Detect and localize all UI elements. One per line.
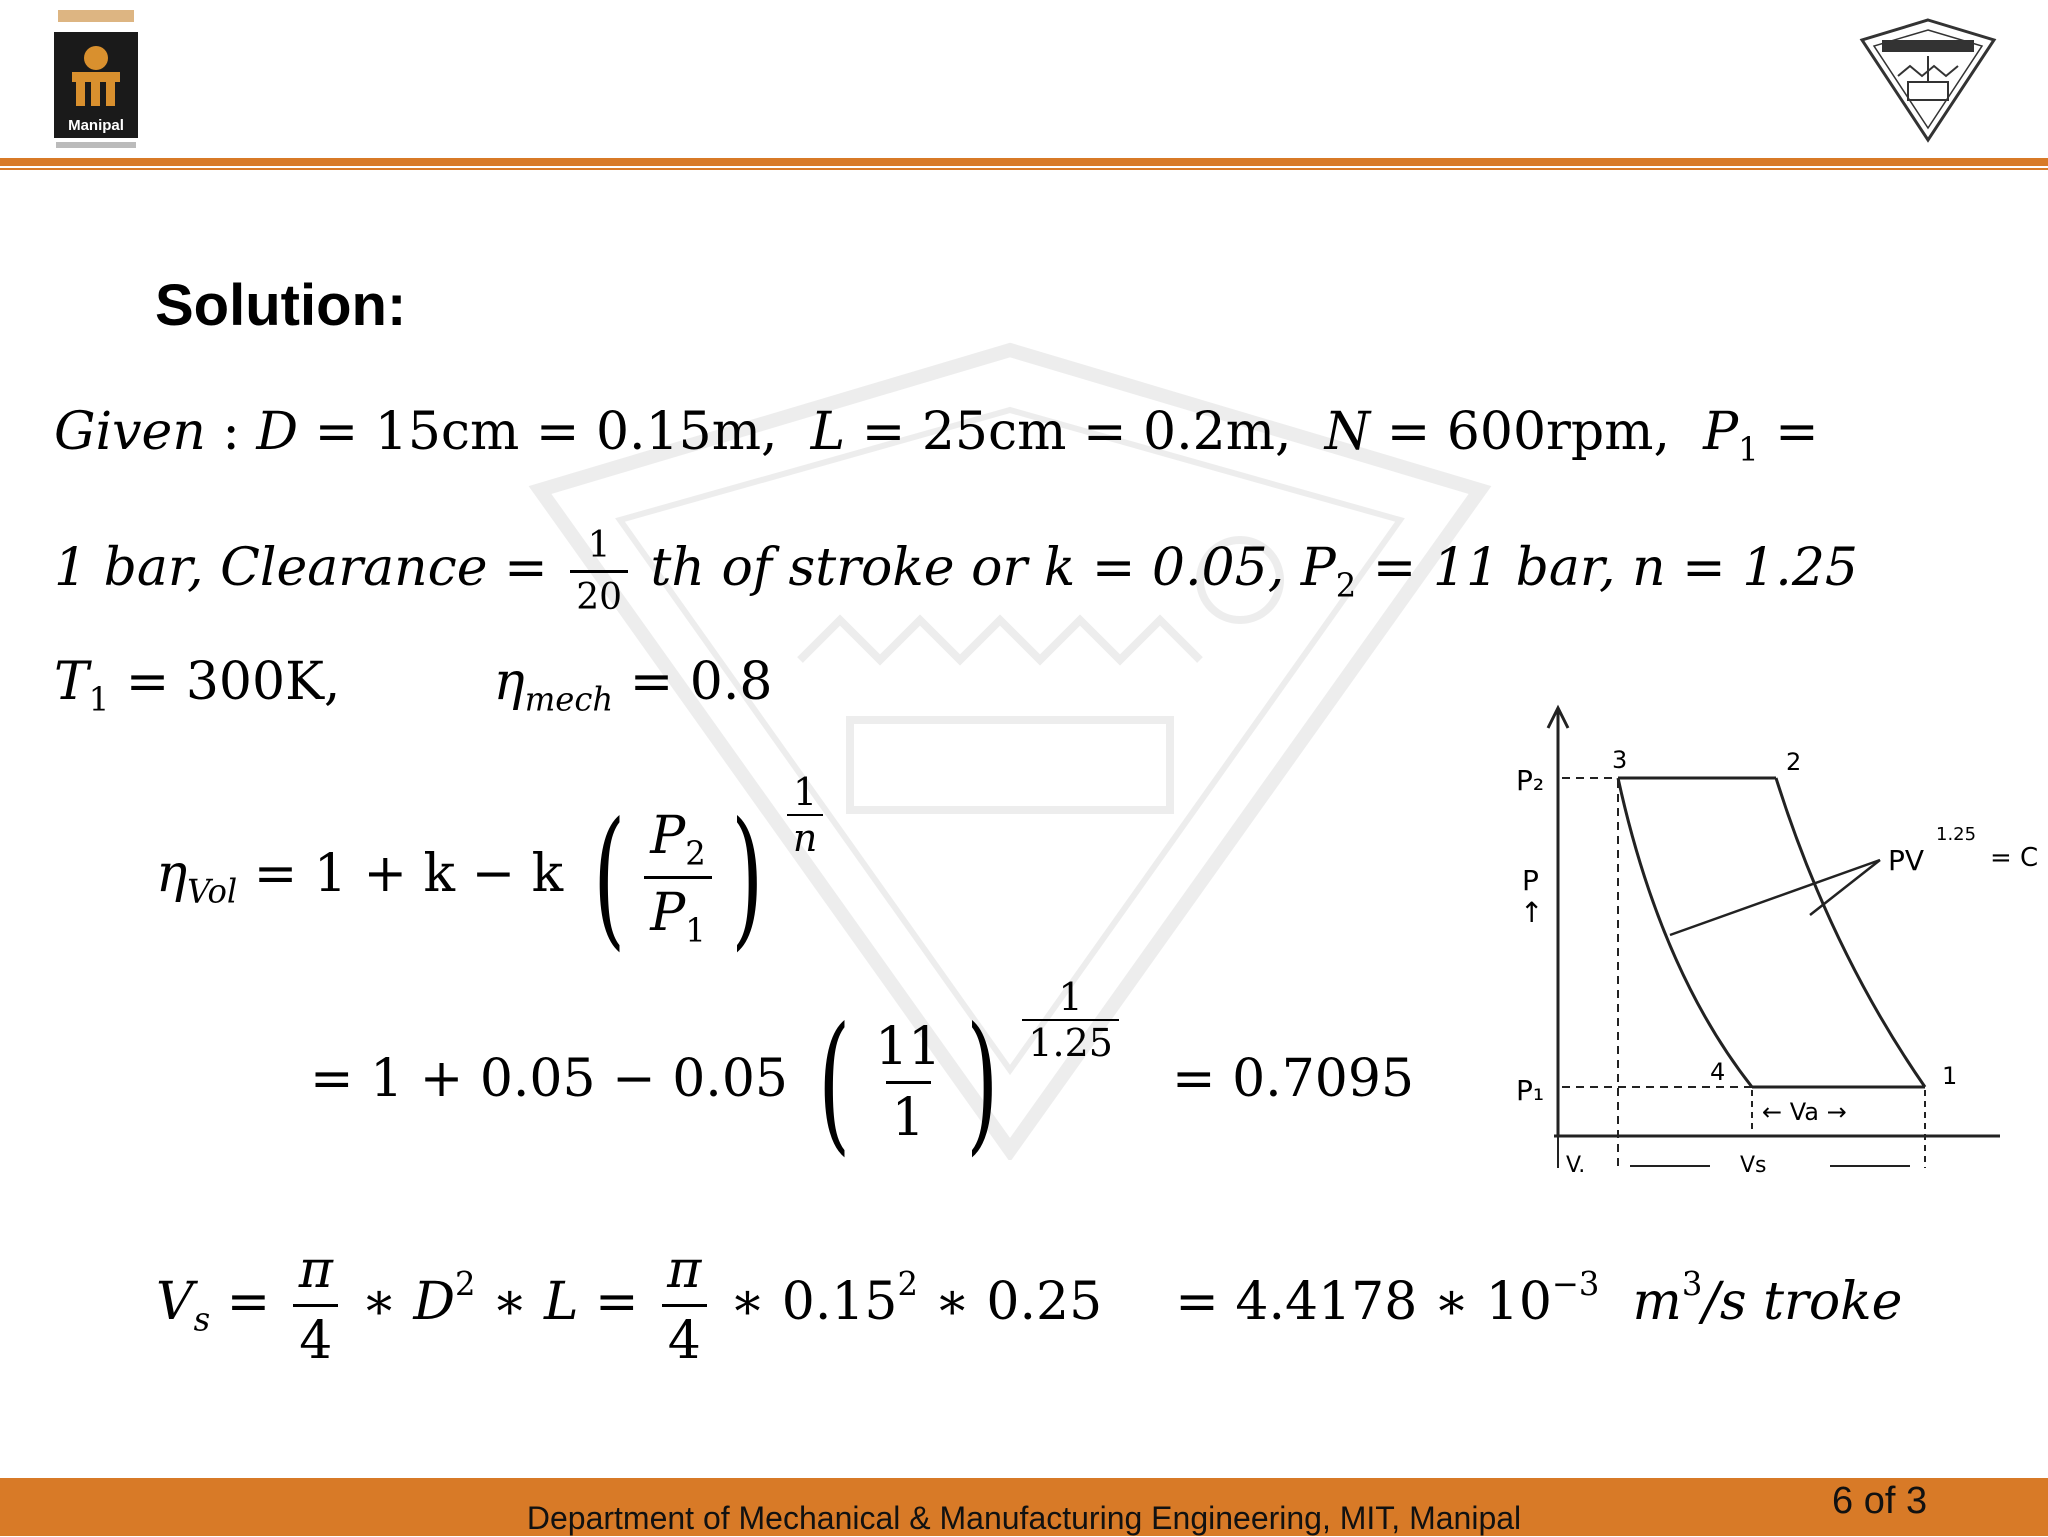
pv-constant: = C (1990, 843, 2039, 873)
label-p: P (1522, 864, 1539, 897)
swept-volume-formula: $V_s$ = $\frac{\pi}{4}$ ∗ $D^2$ ∗ L = $\frac{\pi}{4}$ ∗ 0.15$^2$ ∗ 0.25 = 4.4178 ∗ $10^{-3}$ $m^3/s$ troke (156, 1240, 1903, 1371)
header-rule-thin (0, 168, 2048, 170)
mit-seal-logo (1858, 16, 1998, 144)
given-line-3: $T_1 = 300K$, $\eta_{mech} = 0.8$ (54, 652, 773, 719)
va-label: ← Va → (1762, 1098, 1847, 1126)
label-p1: P₁ (1516, 1074, 1545, 1107)
point-4-label: 4 (1710, 1058, 1726, 1086)
footer-department: Department of Mechanical & Manufacturing Engineering, MIT, Manipal (526, 1500, 1522, 1536)
given-line-2: 1 bar, Clearance = $\frac{1}{20}$ th of stroke or k = 0.05, $P_2 = 11$ bar, n = 1.25 (54, 525, 1858, 618)
volumetric-efficiency-formula: $\eta_{Vol} = 1 + k - k$ ( $\frac{P_2}{P_1}$ ) $\frac{1}{n}$ (156, 770, 823, 953)
manipal-logo (52, 6, 140, 150)
point-2-label: 2 (1786, 748, 1802, 776)
slide-title: Solution: (155, 273, 407, 338)
point-3-label: 3 (1612, 746, 1628, 774)
label-p2: P₂ (1516, 764, 1545, 797)
vs-label: Vs (1740, 1153, 1767, 1178)
point-1-label: 1 (1942, 1062, 1958, 1090)
svg-text:Manipal: Manipal (68, 117, 124, 134)
clearance-fraction: $\frac{1}{20}$ (570, 525, 628, 618)
page-number: 6 of 3 (1832, 1480, 1928, 1522)
given-line-1: Given : D = 15cm = 0.15m, L = 25cm = 0.2m, N = 600rpm, $P_1$ = (54, 402, 1819, 469)
pv-label: PV (1888, 844, 1925, 877)
pv-exponent: 1.25 (1936, 824, 1977, 845)
arrow-up-icon: ↑ (1520, 896, 1544, 929)
pv-diagram (1470, 690, 2048, 1190)
vc-label: V. (1566, 1153, 1586, 1178)
volumetric-efficiency-calculation: = 1 + 0.05 − 0.05 ( $\frac{11}{1}$ ) $\frac{1}{1.25}$ = 0.7095 (310, 975, 1415, 1170)
header-rule (0, 158, 2048, 166)
